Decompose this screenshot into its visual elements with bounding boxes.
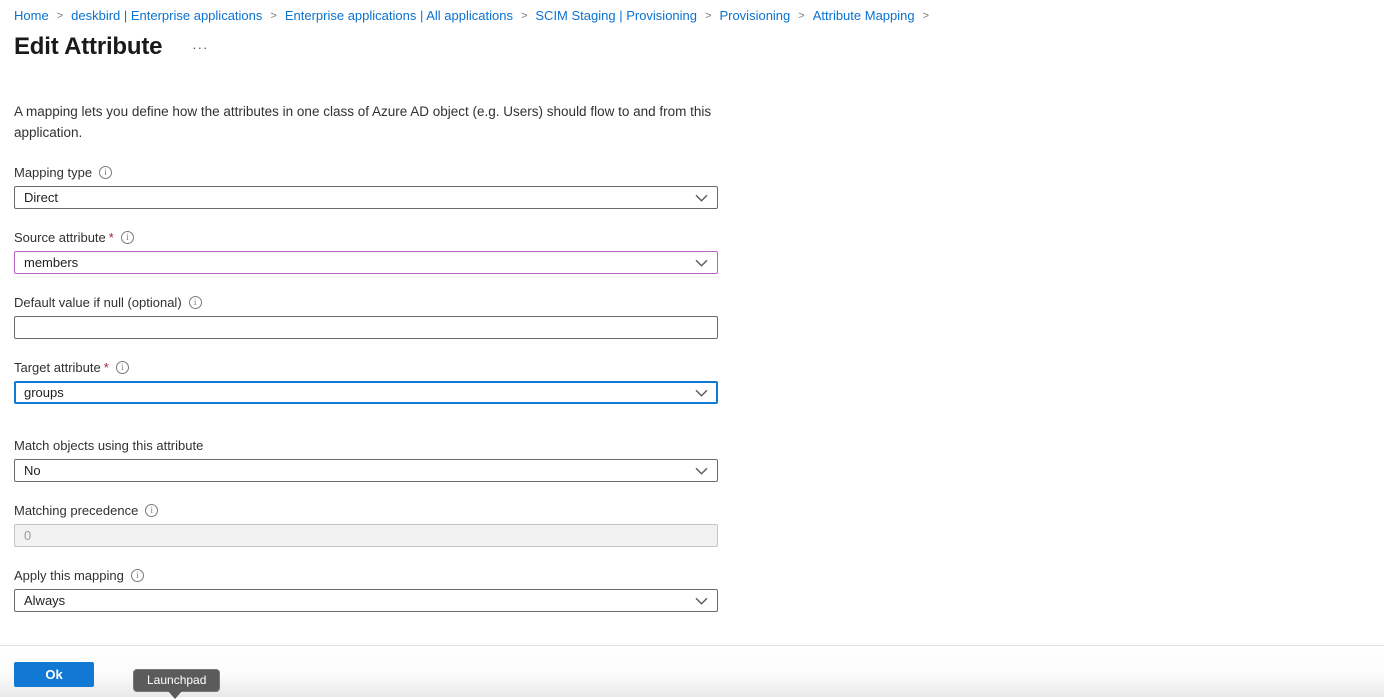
- source-attribute-label: Source attribute: [14, 229, 106, 245]
- more-options-icon[interactable]: [190, 37, 210, 58]
- breadcrumb-separator-icon: [798, 10, 804, 22]
- title-row: [14, 33, 1384, 61]
- info-icon[interactable]: [145, 504, 158, 517]
- breadcrumb-separator-icon: [57, 10, 63, 22]
- info-icon[interactable]: [121, 231, 134, 244]
- ok-button[interactable]: Ok: [14, 662, 94, 687]
- field-match-objects: [14, 436, 718, 482]
- target-attribute-dropdown[interactable]: [14, 381, 718, 404]
- breadcrumb-item-deskbird[interactable]: deskbird | Enterprise applications: [71, 8, 263, 23]
- label-row: [14, 501, 718, 519]
- info-icon[interactable]: [116, 361, 129, 374]
- mapping-type-value: Direct: [24, 190, 58, 205]
- mapping-description: A mapping lets you define how the attributes in one class of Azure AD object (e.g. Users) should flow to and from this application.: [14, 104, 712, 140]
- breadcrumb: [0, 0, 1384, 23]
- mapping-type-dropdown[interactable]: [14, 186, 718, 209]
- chevron-down-icon: [695, 194, 708, 202]
- breadcrumb-separator-icon: [705, 10, 711, 22]
- breadcrumb-separator-icon: [270, 10, 276, 22]
- chevron-down-icon: [695, 467, 708, 475]
- info-icon[interactable]: [189, 296, 202, 309]
- field-source-attribute: [14, 228, 718, 274]
- label-row: [14, 228, 718, 246]
- mapping-type-label: Mapping type: [14, 164, 93, 180]
- field-apply-mapping: [14, 566, 718, 612]
- label-row: [14, 358, 718, 376]
- match-objects-label: Match objects using this attribute: [14, 437, 204, 453]
- breadcrumb-item-scim-staging[interactable]: SCIM Staging | Provisioning: [535, 8, 698, 23]
- breadcrumb-item-all-applications[interactable]: Enterprise applications | All applications: [284, 8, 513, 23]
- apply-mapping-value: Always: [24, 593, 66, 608]
- field-target-attribute: [14, 358, 718, 404]
- chevron-down-icon: [695, 597, 708, 605]
- chevron-down-icon: [695, 259, 708, 267]
- breadcrumb-item-provisioning[interactable]: Provisioning: [719, 8, 791, 23]
- required-asterisk: *: [108, 229, 114, 245]
- default-value-input[interactable]: [14, 316, 718, 339]
- breadcrumb-item-home[interactable]: Home: [14, 8, 49, 23]
- info-icon[interactable]: [99, 166, 112, 179]
- match-objects-value: No: [24, 463, 41, 478]
- apply-mapping-dropdown[interactable]: [14, 589, 718, 612]
- default-value-label: Default value if null (optional): [14, 294, 182, 310]
- breadcrumb-separator-icon: [923, 10, 929, 22]
- source-attribute-value: members: [24, 255, 79, 270]
- matching-precedence-label: Matching precedence: [14, 502, 139, 518]
- edit-attribute-form: [14, 163, 718, 612]
- apply-mapping-label: Apply this mapping: [14, 567, 124, 583]
- page-title: Edit Attribute: [14, 33, 163, 60]
- required-asterisk: *: [103, 359, 109, 375]
- breadcrumb-item-attribute-mapping[interactable]: Attribute Mapping: [812, 8, 915, 23]
- footer-bar: [0, 645, 1384, 697]
- label-row: [14, 566, 718, 584]
- label-row: [14, 163, 718, 181]
- match-objects-dropdown[interactable]: [14, 459, 718, 482]
- label-row: [14, 293, 718, 311]
- breadcrumb-separator-icon: [521, 10, 527, 22]
- target-attribute-value: groups: [24, 385, 64, 400]
- target-attribute-label: Target attribute: [14, 359, 101, 375]
- field-matching-precedence: [14, 501, 718, 547]
- field-default-value: [14, 293, 718, 339]
- info-icon[interactable]: [131, 569, 144, 582]
- source-attribute-dropdown[interactable]: [14, 251, 718, 274]
- matching-precedence-input: [14, 524, 718, 547]
- field-mapping-type: [14, 163, 718, 209]
- label-row: [14, 436, 718, 454]
- chevron-down-icon: [695, 389, 708, 397]
- launchpad-tooltip: Launchpad: [133, 669, 220, 692]
